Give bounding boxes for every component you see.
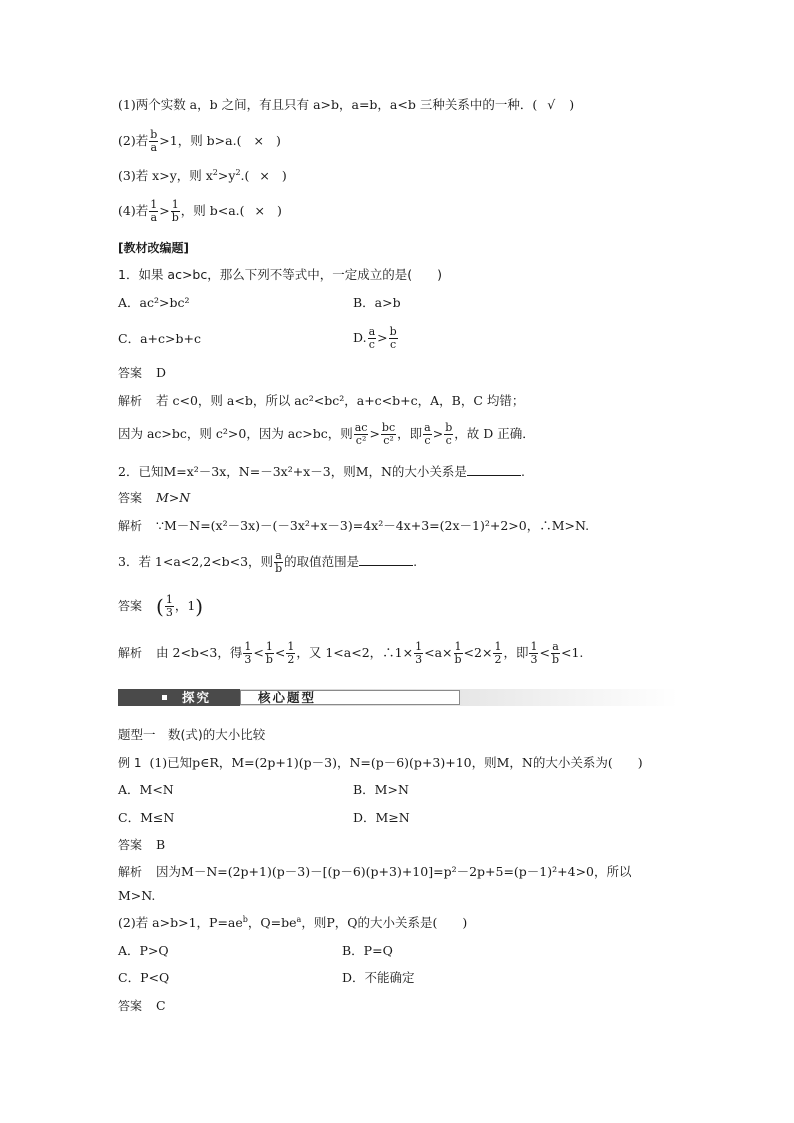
square-bullet-icon — [162, 695, 167, 700]
judge-item-1-mark: √ — [547, 97, 556, 112]
fraction-num: a — [552, 640, 559, 653]
analysis-text: <1. — [561, 645, 584, 660]
banner-right-label: 核心题型 — [258, 690, 317, 705]
fraction — [529, 641, 538, 666]
analysis-text: ，即 — [397, 426, 423, 441]
problem-1-stem: 1．如果 ac>bc，那么下列不等式中，一定成立的是( ) — [118, 267, 442, 282]
judge-item-1-text: (1)两个实数 a，b 之间，有且只有 a>b，a=b，a<b 三种关系中的一种．( — [118, 97, 538, 112]
stem-text: 3．若 1<a<2,2<b<3，则 — [118, 554, 274, 569]
analysis-text: 因为M－N=(2p+1)(p－3)－[(p－6)(p+3)+10]=p²－2p+5=(p－1)²+4>0，所以 — [156, 864, 632, 879]
answer-label: 答案 — [118, 599, 143, 613]
fraction-den: c² — [355, 434, 367, 447]
fraction — [444, 422, 453, 447]
fraction-den: c — [445, 434, 452, 447]
analysis-text: ，故 D 正确． — [454, 426, 535, 441]
fraction — [274, 550, 283, 575]
stem-text: (2)若 a>b>1，P=ae — [118, 915, 243, 930]
fraction — [381, 422, 396, 447]
fraction-num: 1 — [165, 593, 173, 606]
example-1-part-2-option-a: A．P>Q — [118, 943, 169, 958]
fraction — [286, 641, 295, 666]
fraction-den: 3 — [165, 606, 173, 619]
close-paren: ) — [281, 168, 287, 183]
stem-text: ，则P，Q的大小关系是( ) — [301, 915, 468, 930]
fraction-num: 1 — [454, 640, 462, 653]
fraction — [149, 129, 158, 154]
fraction — [149, 199, 158, 224]
fraction — [454, 641, 463, 666]
fraction-den: c — [368, 338, 375, 351]
fraction-num: b — [445, 421, 453, 434]
example-1-part-2-option-d: D．不能确定 — [342, 970, 415, 985]
fraction — [243, 641, 252, 666]
analysis-label: 解析 — [118, 865, 143, 879]
judge-item-2-suffix: >1，则 b>a.( — [159, 133, 242, 148]
fraction-num: bc — [381, 421, 396, 434]
section-banner — [118, 689, 678, 706]
fraction — [423, 422, 432, 447]
answer-label: 答案 — [118, 366, 143, 380]
analysis-text: <a× — [424, 645, 453, 660]
fraction — [551, 641, 560, 666]
example-1-option-b: B．M>N — [353, 782, 409, 797]
fraction — [389, 326, 398, 351]
answer-label: 答案 — [118, 491, 143, 505]
fraction — [354, 422, 369, 447]
answer-value: C — [156, 998, 166, 1013]
fraction-den: b — [551, 653, 559, 666]
problem-3-answer: 答案 ( $\frac{1}{3}$ ，1) — [118, 593, 204, 619]
analysis-label: 解析 — [118, 519, 143, 533]
judge-item-3: (3)若 x>y，则 $x^2>y^2$.( × ) — [118, 167, 287, 183]
judge-item-1 — [118, 97, 574, 113]
fraction — [171, 199, 180, 224]
stem-text: 的取值范围是 — [284, 554, 360, 569]
example-1-option-c: C．M≤N — [118, 810, 175, 825]
problem-1-option-b: B．a>b — [353, 295, 401, 310]
answer-value: D — [156, 365, 167, 380]
fraction — [414, 641, 423, 666]
fraction-num: 1 — [494, 640, 502, 653]
fraction — [265, 641, 274, 666]
problem-2-answer — [118, 490, 190, 506]
answer-label: 答案 — [118, 999, 143, 1013]
example-1-analysis-2: M>N. — [118, 888, 156, 903]
problem-2-stem — [118, 463, 525, 480]
fraction-den: c — [424, 434, 431, 447]
example-1-stem — [118, 755, 643, 771]
example-1-part-2-answer — [118, 998, 166, 1014]
problem-3-stem — [118, 546, 417, 578]
judge-item-2-mark: × — [253, 133, 264, 148]
problem-1-option-a: A．ac²>bc² — [118, 295, 190, 310]
answer-blank — [359, 553, 413, 566]
fraction-num: b — [150, 128, 158, 141]
judge-item-3-text2: >y — [217, 168, 236, 183]
option-d-prefix: D. — [353, 330, 367, 345]
judge-item-2 — [118, 127, 281, 155]
close-paren: ) — [277, 203, 282, 218]
example-1-option-d: D．M≥N — [353, 810, 410, 825]
fraction-den: b — [171, 211, 179, 224]
fraction-den: 3 — [415, 653, 423, 666]
problem-1-option-d: D. $\frac{a}{c}$ > $\frac{b}{c}$ — [353, 325, 397, 351]
fraction — [165, 594, 174, 619]
problem-2-analysis — [118, 518, 589, 534]
fraction — [368, 326, 377, 351]
stem-end: . — [520, 464, 525, 479]
fraction-den: c — [390, 338, 397, 351]
analysis-text: 因为 ac>bc，则 c²>0，因为 ac>bc，则 — [118, 426, 353, 441]
section-label: [教材改编题] — [118, 241, 189, 255]
fraction-num: 1 — [150, 198, 158, 211]
fraction-num: 1 — [244, 640, 252, 653]
fraction-den: 3 — [244, 653, 252, 666]
answer-value: M>N — [156, 490, 191, 505]
fraction-num: a — [424, 421, 431, 434]
superscript: a — [296, 914, 302, 924]
analysis-label: 解析 — [118, 646, 143, 660]
example-1-stem-text: (1)已知p∈R，M=(2p+1)(p－3)，N=(p－6)(p+3)+10，则M，N的大小关系为( ) — [149, 755, 643, 770]
analysis-text: 若 c<0，则 a<b，所以 ac²<bc²，a+c<b+c，A，B，C 均错； — [156, 393, 525, 408]
problem-1-analysis-2: 因为 ac>bc，则 c²>0，因为 ac>bc，则 $\frac{ac}{\text{c²}}$ > $\frac{bc}{\text{c²}}$ ，即 $\frac{a}{c}$ > $\frac{b}{c}$ ，故 D 正确． — [118, 421, 535, 447]
judge-item-3-text3: .( — [240, 168, 250, 183]
close-paren: ) — [569, 97, 575, 112]
judge-item-3-text: (3)若 x>y，则 x — [118, 168, 213, 183]
fraction-num: a — [368, 325, 376, 338]
fraction-num: 1 — [287, 640, 295, 653]
judge-item-4: (4)若 $\frac{1}{a}$ > $\frac{1}{b}$ ，则 b<a.( × ) — [118, 198, 282, 224]
fraction-den: b — [454, 653, 462, 666]
example-1-option-a: A．M<N — [118, 782, 174, 797]
analysis-text: 由 2<b<3，得 — [156, 645, 243, 660]
example-1-part-2-stem — [118, 915, 467, 931]
fraction — [493, 641, 502, 666]
example-1-analysis-1 — [118, 864, 632, 880]
fraction-den: 2 — [287, 653, 295, 666]
fraction-den: a — [150, 211, 157, 224]
problem-3-analysis: 解析 由 2<b<3，得 $\frac{1}{3}$ < $\frac{1}{b}$ < $\frac{1}{2}$ ，又 1<a<2，∴1× $\frac{1}{3}$ <a× $\frac{1}{b}$ <2× $\frac{1}{2}$ ，即 $\frac{1}{3}$ < $\frac{a}{b}$ <1. — [118, 640, 584, 666]
fraction-num: b — [389, 325, 397, 338]
fraction-num: 1 — [415, 640, 423, 653]
problem-1-answer — [118, 365, 166, 381]
answer-value: B — [156, 837, 166, 852]
superscript: b — [242, 914, 248, 924]
example-1-part-2-option-c: C．P<Q — [118, 970, 170, 985]
stem-text: ，Q=be — [247, 915, 297, 930]
answer-blank — [467, 463, 521, 476]
fraction-num: 1 — [265, 640, 273, 653]
example-1-answer — [118, 837, 165, 853]
problem-1-analysis-1 — [118, 393, 524, 409]
problem-1-option-c: C．a+c>b+c — [118, 331, 201, 346]
fraction-den: c² — [383, 434, 394, 447]
analysis-text: ∵M－N=(x²－3x)－(－3x²+x－3)=4x²－4x+3=(2x－1)²+2>0，∴M>N. — [156, 518, 590, 533]
judge-item-4-mark: × — [254, 203, 265, 218]
fraction-num: 1 — [530, 640, 538, 653]
fraction-den: 3 — [530, 653, 538, 666]
type-1-title: 题型一 数(式)的大小比较 — [118, 727, 266, 742]
fraction-num: 1 — [171, 198, 179, 211]
fraction-num: a — [275, 549, 282, 562]
judge-item-2-prefix: (2)若 — [118, 133, 149, 148]
judge-item-4-prefix: (4)若 — [118, 203, 149, 218]
judge-item-4-suffix: ，则 b<a.( — [180, 203, 245, 218]
fraction-den: 2 — [494, 653, 502, 666]
analysis-text: ，即 — [503, 645, 529, 660]
fraction-den: b — [275, 562, 283, 575]
fraction-den: a — [150, 141, 158, 154]
answer-label: 答案 — [118, 838, 143, 852]
fraction-den: b — [265, 653, 273, 666]
example-1-part-2-option-b: B．P=Q — [342, 943, 393, 958]
analysis-text: <2× — [463, 645, 493, 660]
analysis-label: 解析 — [118, 394, 143, 408]
analysis-text: ，又 1<a<2，∴1× — [296, 645, 414, 660]
example-label: 例 1 — [118, 756, 142, 770]
judge-item-3-mark: × — [259, 168, 270, 183]
fraction-num: ac — [354, 421, 368, 434]
banner-left-label: 探究 — [182, 690, 212, 705]
answer-value: ，1 — [174, 598, 196, 613]
problem-2-stem-text: 2．已知M=x²－3x，N=－3x²+x－3，则M，N的大小关系是 — [118, 464, 467, 479]
stem-end: . — [413, 554, 418, 569]
close-paren: ) — [275, 133, 281, 148]
